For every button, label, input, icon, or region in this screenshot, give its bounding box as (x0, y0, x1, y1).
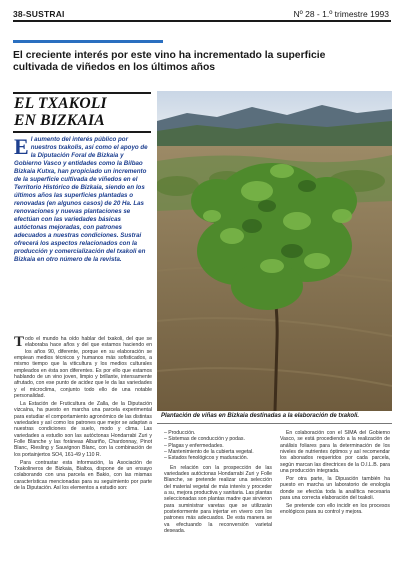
lead-paragraph (14, 136, 152, 264)
body-drop-cap: T (14, 336, 25, 350)
study-elements-list (164, 430, 272, 462)
list-item: – Plagas y enfermedades. (164, 442, 224, 449)
article-title-line1: EL TXAKOLI (14, 95, 107, 112)
headline: El creciente interés por este vino ha incrementado la superficie cultivada de viñedos en los últimos años (13, 50, 326, 74)
col3-paragraph-3: Se pretende con ello incidir en los procesos enológicos para su control y mejora. (280, 502, 390, 516)
vineyard-photo-image (157, 91, 392, 411)
top-rule (13, 20, 391, 22)
list-item: – Estados fenológicos y maduración. (164, 455, 249, 462)
page-number-header: 38-SUSTRAI (13, 9, 65, 19)
lead-drop-cap: E (14, 134, 29, 159)
body-column-2 (164, 430, 272, 560)
photo-caption: Plantación de viñas en Bizkaia destinadas a la elaboración de txakoli. (161, 413, 360, 419)
lead-text: l aumento del interés público por nuestros txakolis, así como el apoyo de la Diputación Foral de Bizkaia y Gobierno Vasco y entidades como la Bilbao Bizkaia Kutxa, han propiciado un incremento de la superficie cultivada de viñedos en el Territorio Histórico de Bizkaia, siendo en los últimos años las superficies plantadas o renovadas (en algunos casos) de 20 Ha. Las renovaciones y nuevas plantaciones se efectúan con las variedades básicas autóctonas mejoradas, con patrones adecuados a nuestras condiciones. Sustrai ofrecerá los aspectos relacionados con la producción y comercialización del txakoli en Bizkaia en otro número de la revista. (14, 136, 148, 263)
col1-paragraph-1: odo el mundo ha oído hablar del txakoli, del que se elaboraba hace años y del que estamos haciendo en los años 90, diferente, porque en su elaboración se empiean medios técnicos y humanos más sofisticados, a mismo tiempo que la viticultura y los medios culturales empleados en ésta son diferentes. Es por ello que estamos hablando de un vino joven, limpio y brillante, intensamente afrutado, con ese punto de acidez que le da las variedades y el microclima, conjunto todo ello de una notable personalidad. (14, 336, 152, 400)
title-rule-top (13, 92, 151, 94)
list-item: – Sistemas de conducción y podas. (164, 436, 245, 443)
body-column-3 (280, 430, 390, 560)
col3-paragraph-1: En colaboración con el SIMA del Gobierno Vasco, se está procediendo a la realización de análisis foliares para la determinación de los niveles de nutrientes óptimos y así recomendar los abonados requeridos por cada parcela, según marcan las directrices de la O.I.L.B. para una producción integrada. (280, 430, 390, 475)
col2-paragraph-1: En relación con la prospección de las variedades autóctonas Hondarrabi Zuri y Folle Blanche, se pretende realizar una selección del material vegetal de más interés y proceder a su, mejora productiva y sanitaria. Las plantas seleccionadas son plantas madre que sirvieron para suministrar varetas que se utilizarán posteriormente para injertar en vivero con los patrones más adecuados. De esta manera se va efectuando la reconversión varietal deseada. (164, 464, 272, 535)
article-title (14, 95, 154, 129)
col1-paragraph-3: Para contrastar esta información, la Asociación de Txakolineros de Bizkaia, Bialtxa, dispone de un ensayo colaborando con una parcela en Bakio, con las mismas características mencionadas para su seguimiento por parte de la Diputación. Así los elementos a estudio son: (14, 459, 152, 491)
accent-rule (13, 40, 163, 43)
body-column-1 (14, 336, 152, 558)
list-item: – Mantenimiento de la cubierta vegetal. (164, 449, 254, 456)
issue-header: Nº 28 - 1.º trimestre 1993 (293, 9, 389, 19)
caption-rule (157, 423, 392, 424)
list-item: – Producción. (164, 430, 196, 436)
col1-paragraph-2: La Estación de Fruticultura de Zalla, de la Diputación vizcaína, ha puesto en marcha una parcela experimental para estudiar el comportamiento agronómico de las distintas variedades y así como los patrones que mejor se adaptan a nuestras condiciones de suelo, modo y clima. Las variedades a estudio son las autóctonas Hondarrabi Zuri y Folle Blanche y las foráneas Albariño, Chardonnay, Pinot Blanc, Riesling y Sauvignon Blanc, con la combinación de los portainjertos SO4, 161-49 y 110 R. (14, 400, 152, 458)
article-title-line2: EN BIZKAIA (14, 112, 105, 129)
vineyard-photo (157, 91, 392, 411)
title-rule-bottom (13, 131, 151, 133)
col3-paragraph-2: Por otra parte, la Dipuación también ha puesto en marcha un laboratorio de enología donde se efectúa toda la analítica necesaria para una correcta elaboración del txakoli. (280, 475, 390, 501)
